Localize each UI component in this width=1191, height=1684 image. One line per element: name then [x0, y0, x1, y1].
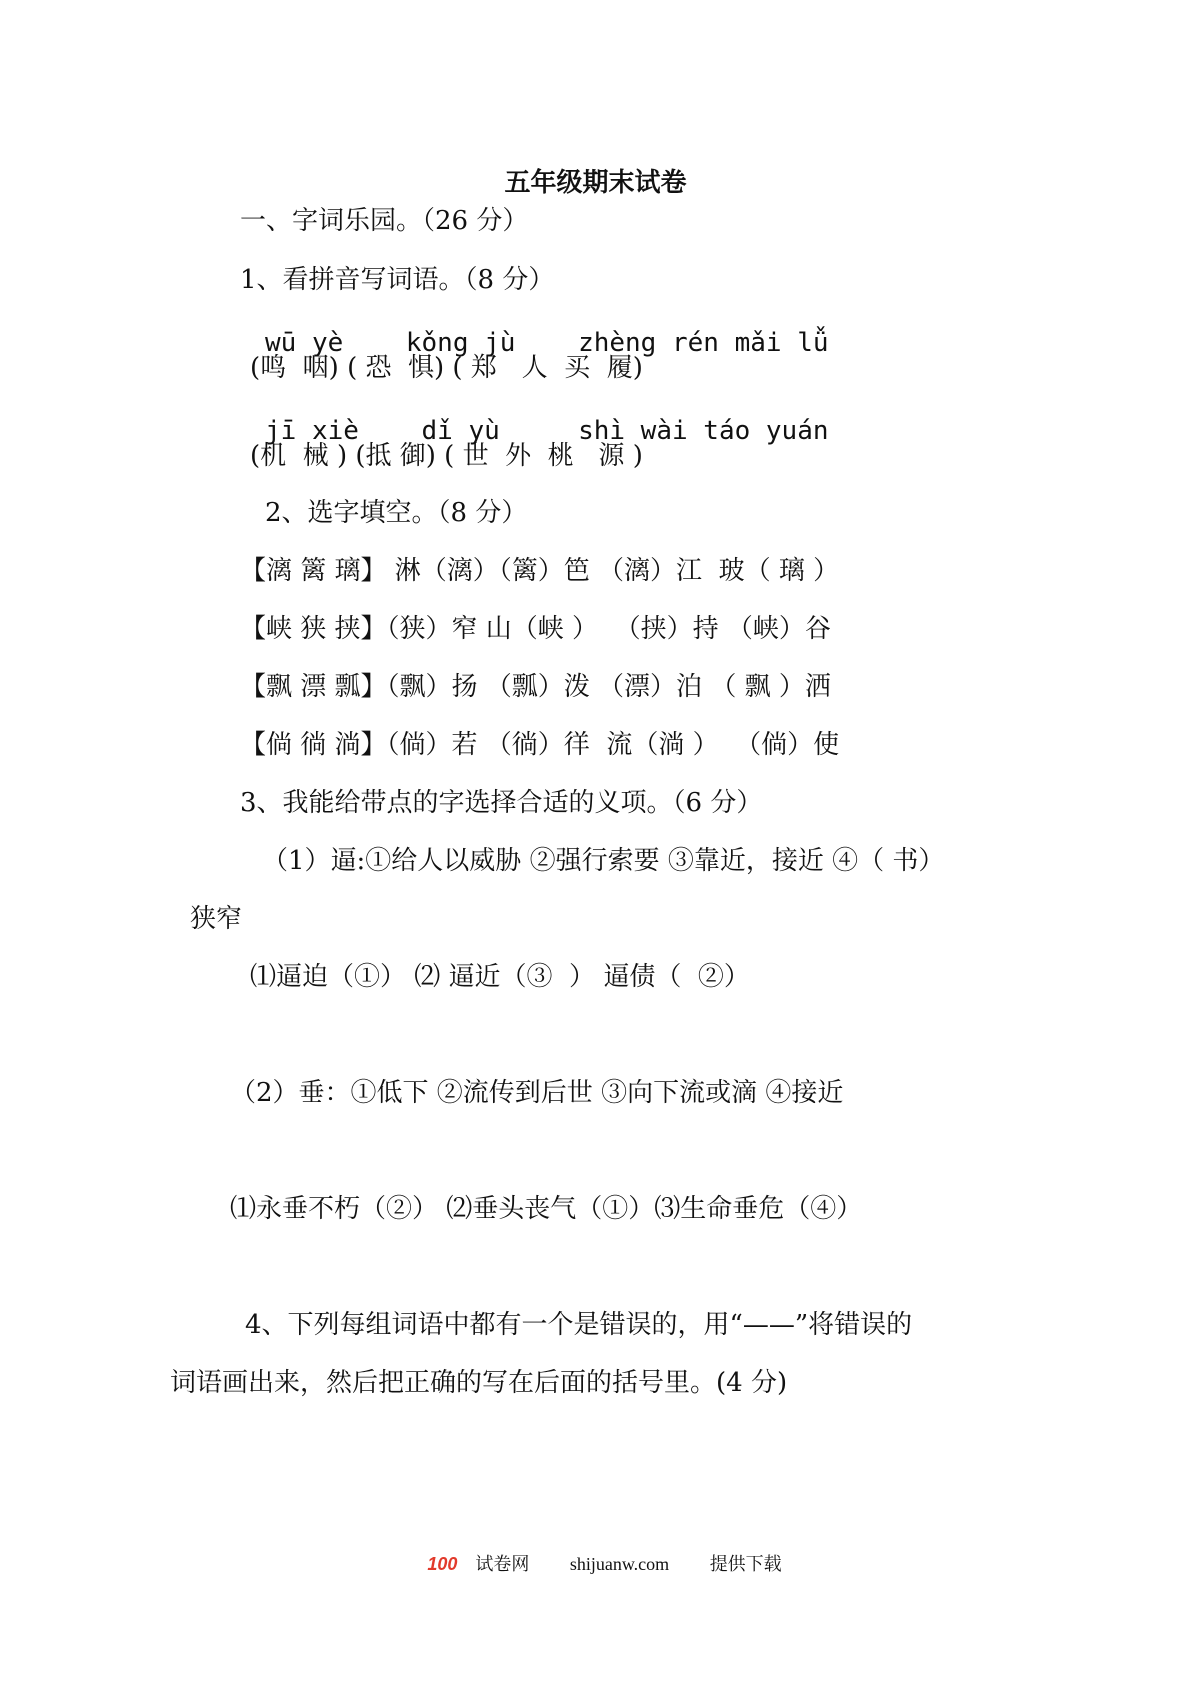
definition-2: （2）垂：①低下 ②流传到后世 ③向下流或滴 ④接近	[230, 1078, 844, 1108]
section-heading: 一、字词乐园。（26 分）	[240, 206, 529, 236]
answer-row-2: (机 械 ) (抵 御) ( 世 外 桃 源 )	[250, 441, 643, 471]
fill-row: 【飘 漂 瓢】（飘）扬 （瓢）泼 （漂）泊 （ 飘 ）洒	[240, 672, 831, 702]
answers-1: ⑴逼迫（①） ⑵ 逼近（③ ） 逼债（ ②）	[250, 962, 750, 992]
site-name: 试卷网	[475, 1554, 530, 1574]
answer-row-1: (鸣 咽) ( 恐 惧) ( 郑 人 买 履)	[250, 353, 643, 383]
footer	[0, 1550, 1191, 1576]
footer-note: 提供下载	[709, 1554, 782, 1574]
pinyin-row-1: wū yè kǒng jù zhèng rén mǎi lǚ	[265, 328, 829, 358]
question-4-line-2: 词语画出来，然后把正确的写在后面的括号里。(4 分)	[170, 1368, 788, 1398]
pinyin-row-2: jī xiè dǐ yù shì wài táo yuán	[265, 416, 829, 446]
question-3-heading: 3、我能给带点的字选择合适的义项。（6 分）	[240, 788, 763, 818]
question-1-heading: 1、看拼音写词语。（8 分）	[240, 265, 555, 295]
footer-domain: shijuanw.com	[569, 1554, 670, 1574]
fill-row: 【倘 徜 淌】（倘）若 （徜）徉 流（淌 ） （倘）使	[240, 730, 840, 760]
definition-1-continued: 狭窄	[190, 904, 243, 934]
fill-row: 【漓 篱 璃】 淋（漓）（篱）笆 （漓）江 玻（ 璃 ）	[240, 556, 840, 586]
logo-icon: 100	[427, 1554, 458, 1574]
footer-brand	[409, 1554, 529, 1574]
page-title: 五年级期末试卷	[504, 168, 687, 198]
fill-row: 【峡 狭 挟】（狭）窄 山（峡 ） （挟）持 （峡）谷	[240, 614, 831, 644]
answers-2: ⑴永垂不朽（②） ⑵垂头丧气（①）⑶生命垂危（④）	[230, 1194, 863, 1224]
definition-1: （1）逼:①给人以威胁 ②强行索要 ③靠近，接近 ④（ 书）	[262, 846, 945, 876]
question-4-line-1: 4、下列每组词语中都有一个是错误的，用“——”将错误的	[245, 1310, 913, 1340]
question-2-heading: 2、选字填空。（8 分）	[265, 498, 528, 528]
